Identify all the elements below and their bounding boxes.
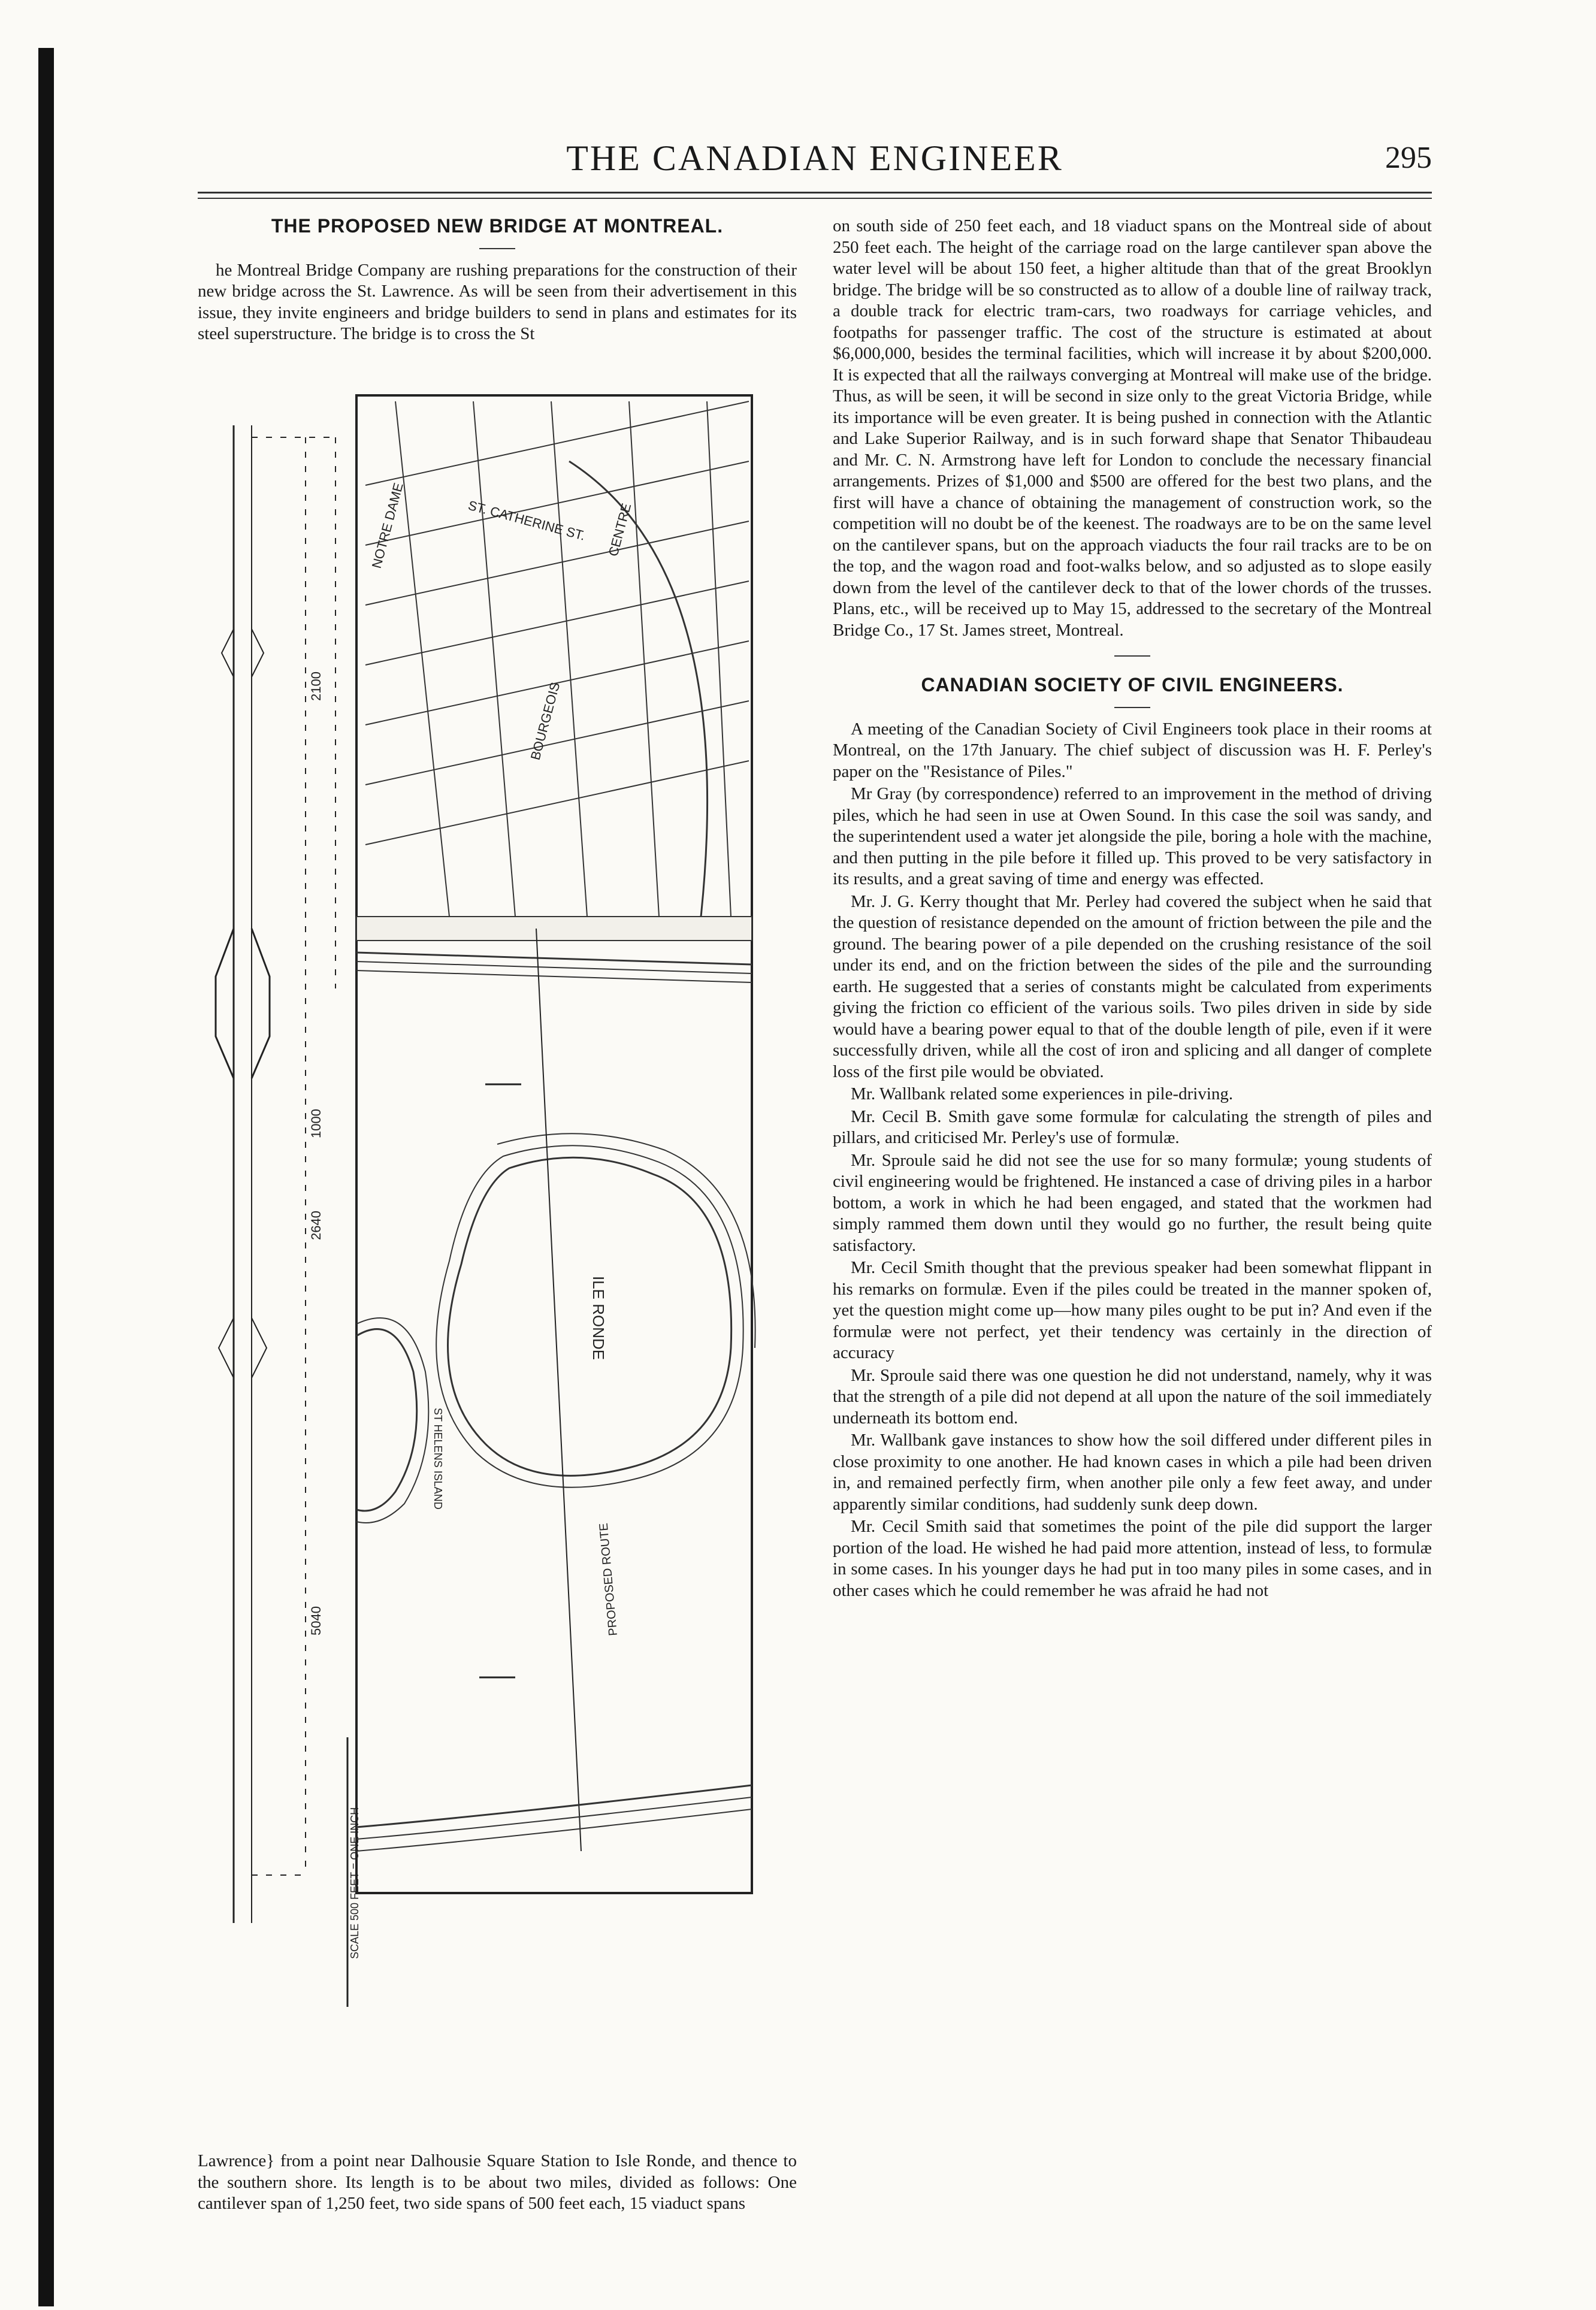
bridge-elevation: [216, 425, 347, 2007]
society-paragraph: Mr. Wallbank gave instances to show how the soil differed under different piles in close proximity to one another. He had known cases in which a pile had been driven in, and remained perfectly firm, when another pile only a few feet away, and under apparently similar conditions, had suddenly sunk deep down.: [833, 1431, 1432, 1514]
header-rule-top: [198, 192, 1432, 193]
left-column-bottom: [198, 2151, 797, 2215]
article-paragraph: Lawrence} from a point near Dalhousie Square Station to Isle Ronde, and thence to the southern shore. Its length is to be about two miles, divided as follows: One cantilever span of 1,250 feet, two side spans of 500 feet each, 15 viaduct spans: [198, 2151, 797, 2213]
article-paragraph: on south side of 250 feet each, and 18 viaduct spans on the Montreal side of about 250 feet each. The height of the carriage road on the large cantilever span above the water level will be about 150 feet, a higher altitude than that of the great Brooklyn bridge. The bridge will be so constructed as to allow of a double line of railway track, a double track for electric tram-cars, two roadways for carriage vehicles, and footpaths for passenger traffic. The cost of the structure is estimated at about $6,000,000, besides the terminal facilities, which will increase it by about $200,000. It is expected that all the railways converging at Montreal will make use of the bridge. Thus, as will be seen, it will be second in size only to the great Victoria Bridge, while its importance will be even greater. It is being pushed in connection with the Atlantic and Lake Superior Railway, and is in such forward shape that Senator Thibaudeau and Mr. C. N. Armstrong have left for London to conclude the necessary financial arrangements. Prizes of $1,000 and $500 are offered for the best two plans, and the first will have a chance of obtaining the management of construction work, so the competition will no doubt be of the keenest. The roadways are to be on the same level on the cantilever spans, but on the approach viaducts the four rail tracks are to be on the top, and the wagon road and foot-walks below, and so adjusted as to slope easily down from the level of the cantilever deck to that of the lower chords of the trusses. Plans, etc., will be received up to May 15, addressed to the secretary of the Montreal Bridge Co., 17 St. James street, Montreal.: [833, 216, 1432, 640]
header-rule-bottom: [198, 198, 1432, 199]
page-header: [198, 132, 1432, 186]
ile-ronde-label: ILE RONDE: [590, 1276, 607, 1360]
dimension-upper: 2100: [309, 672, 324, 701]
society-paragraph: Mr. Sproule said he did not see the use for so many formulæ; young students of civil engineering would be frightened. He instanced a case of driving piles in a harbor bottom, a work in which he had been engaged, and stated that the workmen had simply rammed them down until they would go no further, the result being quite satisfactory.: [833, 1150, 1432, 1255]
society-paragraph: Mr. J. G. Kerry thought that Mr. Perley had covered the subject when he said that the question of resistance depended on the amount of friction between the pile and the ground. The bearing power of a pile depended on the crushing resistance of the soil under its end, and on the friction between the sides of the pile and the surrounding earth. He suggested that a series of constants might be calculated from experiments giving the friction co efficient of the various soils. Two piles driven in side by side would have a bearing power equal to that of the double length of pile, even if it were successfully driven, while all the cost of iron and splicing and all danger of complete loss of the first pile would be obviated.: [833, 891, 1432, 1081]
section-divider: [1114, 655, 1150, 657]
map-drawing: [198, 389, 797, 2073]
left-column-top: [198, 216, 797, 346]
heading-underline: [1114, 707, 1150, 708]
river-shoreline: [356, 917, 752, 982]
street-label: NOTRE DAME: [368, 481, 406, 570]
scale-note: SCALE 500 FEET = ONE INCH: [349, 1807, 361, 1959]
city-street-grid: [365, 401, 749, 917]
dimension-total: 5040: [309, 1606, 324, 1635]
street-label: BOURGEOIS: [527, 681, 563, 762]
dimension-lower: 2640: [309, 1211, 324, 1240]
society-paragraph: Mr. Wallbank related some experiences in pile-driving.: [851, 1084, 1234, 1103]
article-heading-society: CANADIAN SOCIETY OF CIVIL ENGINEERS.: [921, 674, 1344, 696]
bridge-route-line: [536, 929, 581, 1851]
society-paragraph: Mr Gray (by correspondence) referred to an improvement in the method of driving piles, which he had seen in use at Owen Sound. In this case the soil was sandy, and the superintendent used a water jet alongside the pile, boring a hole with the machine, and then putting in the pile before it filled up. This proved to be very satisfactory in its results, and a great saving of time and energy was effected.: [833, 784, 1432, 888]
society-paragraph: A meeting of the Canadian Society of Civil Engineers took place in their rooms at Montreal, on the 17th January. The chief subject of discussion was H. F. Perley's paper on the "Resistance of Piles.": [833, 719, 1432, 781]
st-helens-label: ST HELENS ISLAND: [432, 1408, 444, 1510]
society-paragraph: Mr. Cecil Smith said that sometimes the point of the pile did support the larger portion of the load. He wished he had paid more attention, instead of less, to formulæ in some cases. In his younger days he had put in too many piles in some cases, and in other cases which he could remember he was afraid he had not: [833, 1517, 1432, 1600]
street-label: CENTRE: [605, 501, 634, 558]
street-label: ST. CATHERINE ST.: [466, 497, 587, 543]
article-paragraph: he Montreal Bridge Company are rushing preparations for the construction of their new bridge across the St. Lawrence. As will be seen from their advertisement in this issue, they invite engineers and bridge builders to send in plans and estimates for its steel superstructure. The bridge is to cross the St: [198, 260, 797, 343]
journal-title: THE CANADIAN ENGINEER: [566, 138, 1063, 178]
society-paragraph: Mr. Cecil Smith thought that the previous speaker had been somewhat flippant in his remarks on formulæ. Even if the piles could be treated in the manner spoken of, yet the question might come up—how many piles ought to be put in? And even if the formulæ were not perfect, yet their tendency was certainly in the direction of accuracy: [833, 1258, 1432, 1362]
society-paragraph: Mr. Sproule said there was one question he did not understand, namely, why it was that the strength of a pile did not depend at all upon the nature of the soil immediately underneath its bottom end.: [833, 1365, 1432, 1428]
scan-edge-bar: [38, 48, 54, 2306]
south-shoreline: [356, 1785, 752, 1851]
society-paragraph: Mr. Cecil B. Smith gave some formulæ for calculating the strength of piles and pillars, and criticised Mr. Perley's use of formulæ.: [833, 1106, 1432, 1147]
map-frame: [356, 395, 752, 1893]
heading-underline: [479, 248, 515, 249]
route-label: PROPOSED ROUTE: [597, 1522, 620, 1637]
right-column: [833, 216, 1432, 1603]
dimension-mid: 1000: [309, 1109, 324, 1138]
st-helens-island: [356, 1318, 428, 1523]
bridge-map-figure: [198, 389, 797, 2073]
current-arrows: [479, 1084, 521, 1677]
article-heading-bridge: THE PROPOSED NEW BRIDGE AT MONTREAL.: [271, 215, 724, 237]
page-number: 295: [1385, 141, 1432, 175]
